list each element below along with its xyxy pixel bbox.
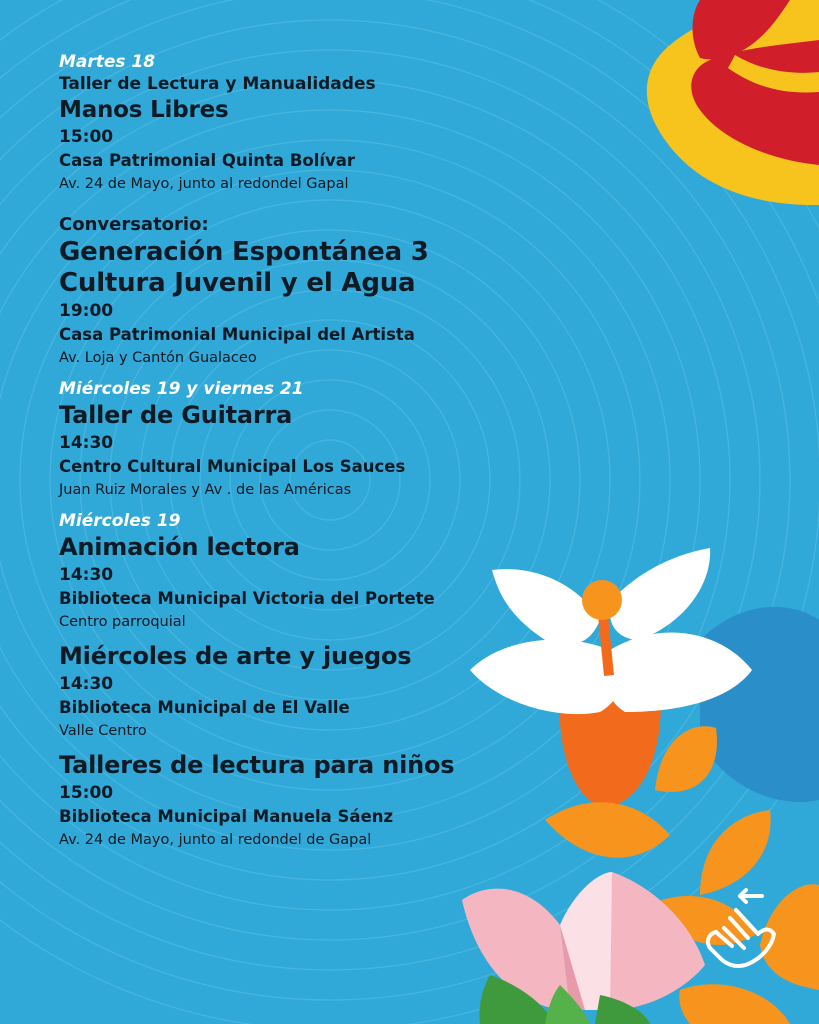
event-animacion-lectora bbox=[59, 511, 539, 633]
event-category: Taller de Lectura y Manualidades bbox=[59, 74, 376, 94]
event-time: 15:00 bbox=[59, 783, 114, 803]
event-time: 15:00 bbox=[59, 127, 114, 147]
event-venue: Casa Patrimonial Municipal del Artista bbox=[59, 325, 415, 344]
event-venue: Biblioteca Municipal Victoria del Portete bbox=[59, 589, 435, 608]
event-address: Av. 24 de Mayo, junto al redondel de Gapal bbox=[59, 832, 372, 848]
event-address: Av. Loja y Cantón Gualaceo bbox=[59, 350, 257, 366]
swipe-left-hand-icon[interactable] bbox=[700, 888, 782, 970]
event-venue: Casa Patrimonial Quinta Bolívar bbox=[59, 151, 356, 170]
event-title: Animación lectora bbox=[59, 533, 300, 561]
event-title-line-2: Cultura Juvenil y el Agua bbox=[59, 268, 416, 298]
event-title: Taller de Guitarra bbox=[59, 401, 293, 429]
event-address: Centro parroquial bbox=[59, 614, 186, 630]
event-title: Miércoles de arte y juegos bbox=[59, 642, 412, 670]
event-title: Manos Libres bbox=[59, 97, 229, 123]
event-venue: Biblioteca Municipal Manuela Sáenz bbox=[59, 807, 394, 826]
event-time: 14:30 bbox=[59, 433, 114, 453]
event-time: 14:30 bbox=[59, 674, 114, 694]
event-arte-y-juegos bbox=[59, 641, 539, 742]
event-manos-libres bbox=[59, 52, 539, 195]
event-venue: Centro Cultural Municipal Los Sauces bbox=[59, 457, 406, 476]
event-address: Av. 24 de Mayo, junto al redondel Gapal bbox=[59, 176, 349, 192]
event-day: Martes 18 bbox=[59, 52, 156, 72]
event-title: Talleres de lectura para niños bbox=[59, 751, 455, 779]
event-talleres-lectura-ninos bbox=[59, 750, 539, 851]
event-conversatorio bbox=[59, 213, 539, 369]
event-time: 19:00 bbox=[59, 301, 114, 321]
event-list bbox=[59, 52, 539, 851]
event-address: Juan Ruiz Morales y Av . de las Américas bbox=[59, 482, 352, 498]
event-time: 14:30 bbox=[59, 565, 114, 585]
event-address: Valle Centro bbox=[59, 723, 147, 739]
ribbon-icon bbox=[647, 0, 819, 205]
event-taller-guitarra bbox=[59, 379, 539, 501]
event-category: Conversatorio: bbox=[59, 214, 209, 235]
event-day: Miércoles 19 bbox=[59, 511, 181, 531]
event-title-line-1: Generación Espontánea 3 bbox=[59, 237, 429, 267]
event-day: Miércoles 19 y viernes 21 bbox=[59, 379, 304, 399]
event-venue: Biblioteca Municipal de El Valle bbox=[59, 698, 350, 717]
